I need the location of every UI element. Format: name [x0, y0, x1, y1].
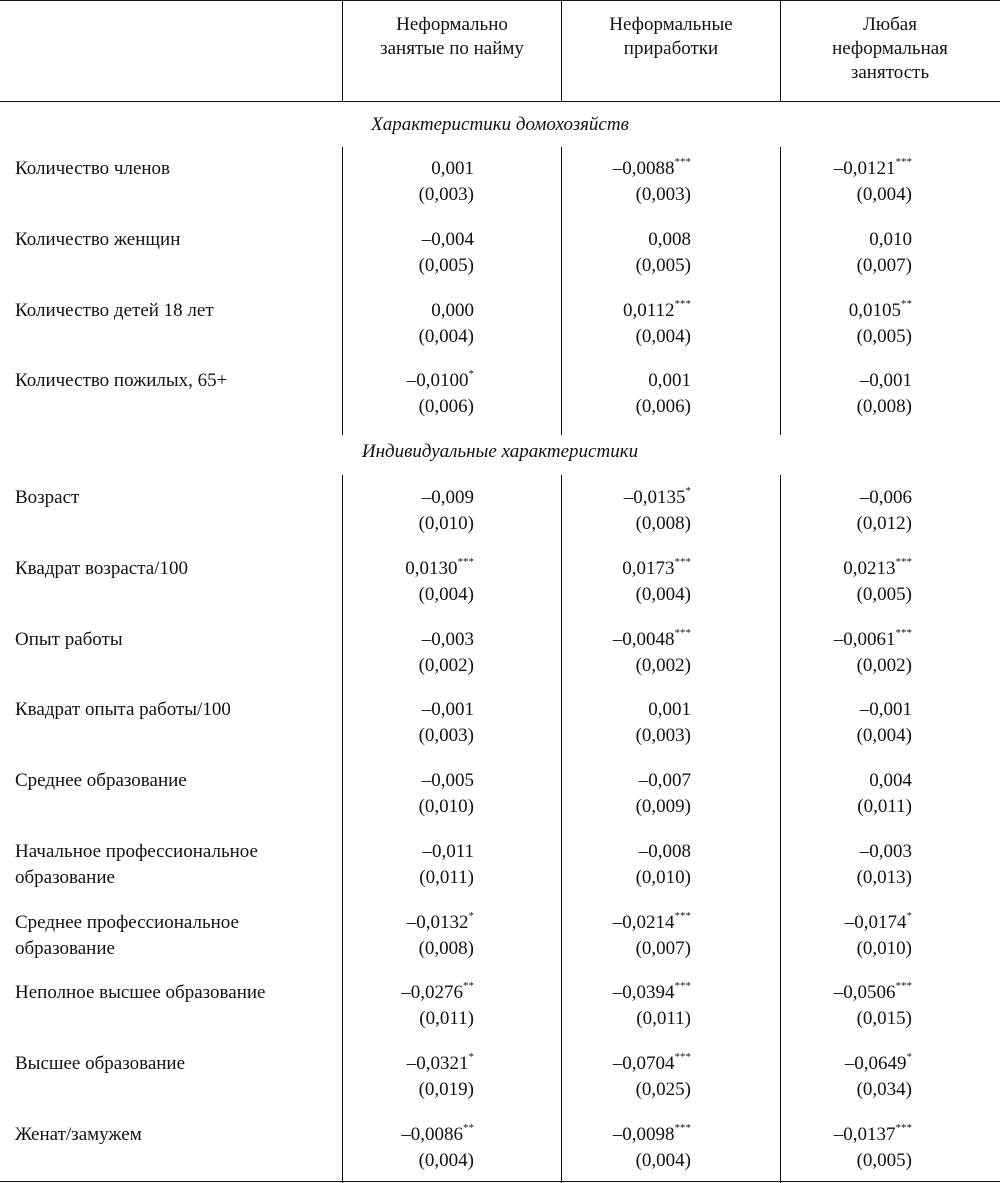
- cell-side-jobs: [622, 556, 691, 608]
- column-divider: [342, 475, 343, 1183]
- cell-side-jobs: [613, 980, 691, 1032]
- cell-any-informal: [857, 368, 912, 420]
- row-label: [15, 1122, 335, 1148]
- standard-error: (0,012): [856, 513, 912, 534]
- row-label: [15, 1051, 335, 1077]
- coefficient: [845, 910, 912, 936]
- coefficient-value: –0,0100: [406, 370, 469, 391]
- coefficient: [613, 1051, 691, 1077]
- coefficient: [636, 368, 691, 394]
- cell-hired-informal: [401, 980, 474, 1032]
- coefficient-value: –0,0137: [833, 1124, 896, 1145]
- row-label-line-1: Возраст: [15, 487, 80, 508]
- row-label-line-1: Среднее профессиональное: [15, 912, 239, 933]
- coefficient-value: –0,0048: [612, 629, 675, 650]
- header-rule: [0, 101, 1000, 102]
- cell-any-informal: [845, 910, 912, 962]
- cell-any-informal: [857, 227, 912, 279]
- cell-side-jobs: [624, 485, 691, 537]
- standard-error: (0,004): [856, 725, 912, 746]
- significance-stars: ***: [895, 980, 912, 992]
- coefficient: [857, 368, 912, 394]
- coefficient: [636, 839, 691, 865]
- coefficient-value: –0,011: [422, 841, 474, 862]
- coefficient-value: –0,003: [859, 841, 912, 862]
- cell-any-informal: [857, 768, 912, 820]
- coefficient: [834, 627, 912, 653]
- row-label-line-1: Высшее образование: [15, 1053, 186, 1074]
- coefficient: [419, 839, 474, 865]
- significance-stars: ***: [674, 1051, 691, 1063]
- coefficient-value: –0,0214: [612, 912, 675, 933]
- coefficient-value: –0,0061: [833, 629, 896, 650]
- significance-stars: ***: [457, 556, 474, 568]
- cell-hired-informal: [419, 227, 474, 279]
- significance-stars: ***: [895, 1122, 912, 1134]
- coefficient-value: 0,008: [648, 229, 691, 250]
- column-header-any-informal: Любая неформальная занятость: [832, 14, 948, 83]
- standard-error: (0,013): [856, 867, 912, 888]
- row-label: [15, 298, 335, 324]
- standard-error: (0,003): [418, 725, 474, 746]
- standard-error: (0,034): [856, 1079, 912, 1100]
- cell-hired-informal: [405, 556, 474, 608]
- significance-stars: ***: [674, 910, 691, 922]
- row-label-line-2: образование: [15, 867, 115, 888]
- cell-any-informal: [834, 1122, 912, 1174]
- standard-error: (0,005): [856, 584, 912, 605]
- coefficient-value: –0,0174: [844, 912, 907, 933]
- column-header-hired-informal: Неформально занятые по найму: [380, 14, 524, 59]
- cell-side-jobs: [613, 910, 691, 962]
- coefficient: [419, 298, 474, 324]
- column-header-side-jobs: Неформальные приработки: [609, 14, 733, 59]
- standard-error: (0,006): [418, 396, 474, 417]
- standard-error: (0,005): [856, 1150, 912, 1171]
- cell-hired-informal: [407, 1051, 474, 1103]
- header-divider: [561, 1, 562, 101]
- row-label: [15, 910, 335, 962]
- cell-any-informal: [834, 156, 912, 208]
- row-label: [15, 485, 335, 511]
- coefficient-value: –0,0276: [401, 982, 463, 1003]
- coefficient-value: 0,0130: [405, 558, 458, 579]
- row-label: [15, 768, 335, 794]
- coefficient: [845, 1051, 912, 1077]
- coefficient: [857, 227, 912, 253]
- row-label: [15, 980, 335, 1006]
- coefficient-value: –0,007: [638, 770, 691, 791]
- coefficient-value: –0,0121: [833, 158, 896, 179]
- standard-error: (0,011): [419, 867, 474, 888]
- standard-error: (0,007): [635, 938, 691, 959]
- section-title-household: Характеристики домохозяйств: [371, 114, 629, 135]
- coefficient: [636, 697, 691, 723]
- standard-error: (0,004): [418, 1150, 474, 1171]
- cell-hired-informal: [407, 910, 474, 962]
- coefficient: [407, 910, 474, 936]
- row-label: [15, 556, 335, 582]
- standard-error: (0,005): [856, 326, 912, 347]
- cell-hired-informal: [419, 768, 474, 820]
- row-label-line-1: Опыт работы: [15, 629, 123, 650]
- section-title-individual: Индивидуальные характеристики: [361, 441, 639, 462]
- coefficient-value: –0,0132: [406, 912, 469, 933]
- cell-any-informal: [857, 485, 912, 537]
- row-label-line-1: Женат/замужем: [15, 1124, 142, 1145]
- significance-stars: ***: [674, 627, 691, 639]
- cell-any-informal: [845, 1051, 912, 1103]
- significance-stars: ***: [674, 1122, 691, 1134]
- standard-error: (0,010): [635, 867, 691, 888]
- cell-any-informal: [849, 298, 912, 350]
- coefficient-value: 0,001: [648, 699, 691, 720]
- standard-error: (0,009): [635, 796, 691, 817]
- standard-error: (0,002): [856, 655, 912, 676]
- standard-error: (0,004): [635, 326, 691, 347]
- cell-hired-informal: [407, 368, 474, 420]
- cell-any-informal: [857, 697, 912, 749]
- coefficient-value: –0,006: [859, 487, 912, 508]
- row-label: [15, 839, 335, 891]
- row-label-line-1: Квадрат опыта работы/100: [15, 699, 231, 720]
- row-label: [15, 156, 335, 182]
- coefficient: [834, 156, 912, 182]
- cell-hired-informal: [401, 1122, 474, 1174]
- coefficient: [613, 1122, 691, 1148]
- coefficient-value: –0,001: [859, 699, 912, 720]
- significance-stars: *: [906, 1051, 912, 1063]
- coefficient-value: –0,004: [421, 229, 474, 250]
- standard-error: (0,003): [418, 184, 474, 205]
- coefficient: [419, 485, 474, 511]
- coefficient-value: 0,010: [869, 229, 912, 250]
- header-divider: [780, 1, 781, 101]
- coefficient: [849, 298, 912, 324]
- row-label-line-1: Начальное профессиональное: [15, 841, 258, 862]
- coefficient-value: 0,0173: [622, 558, 675, 579]
- cell-hired-informal: [419, 298, 474, 350]
- cell-any-informal: [857, 839, 912, 891]
- standard-error: (0,004): [635, 1150, 691, 1171]
- significance-stars: **: [463, 980, 474, 992]
- significance-stars: *: [906, 910, 912, 922]
- cell-hired-informal: [419, 485, 474, 537]
- coefficient: [857, 839, 912, 865]
- significance-stars: *: [685, 485, 691, 497]
- coefficient-value: 0,001: [431, 158, 474, 179]
- cell-any-informal: [834, 980, 912, 1032]
- coefficient: [636, 227, 691, 253]
- significance-stars: *: [468, 368, 474, 380]
- significance-stars: *: [468, 1051, 474, 1063]
- significance-stars: ***: [674, 980, 691, 992]
- coefficient-value: 0,0105: [848, 300, 901, 321]
- cell-hired-informal: [419, 627, 474, 679]
- coefficient: [636, 768, 691, 794]
- coefficient: [613, 980, 691, 1006]
- coefficient: [407, 1051, 474, 1077]
- row-label-line-1: Неполное высшее образование: [15, 982, 266, 1003]
- significance-stars: **: [901, 298, 912, 310]
- coefficient-value: –0,0649: [844, 1053, 907, 1074]
- cell-side-jobs: [636, 697, 691, 749]
- coefficient: [401, 1122, 474, 1148]
- coefficient-value: –0,0098: [612, 1124, 675, 1145]
- coefficient-value: –0,0135: [623, 487, 686, 508]
- standard-error: (0,004): [418, 326, 474, 347]
- standard-error: (0,011): [419, 1008, 474, 1029]
- coefficient: [419, 697, 474, 723]
- standard-error: (0,006): [635, 396, 691, 417]
- column-divider: [780, 147, 781, 435]
- coefficient: [405, 556, 474, 582]
- coefficient-value: –0,0506: [833, 982, 896, 1003]
- cell-any-informal: [834, 627, 912, 679]
- coefficient-value: –0,009: [421, 487, 474, 508]
- standard-error: (0,010): [418, 796, 474, 817]
- coefficient-value: –0,0394: [612, 982, 675, 1003]
- standard-error: (0,005): [418, 255, 474, 276]
- column-divider: [780, 475, 781, 1183]
- coefficient-value: –0,001: [421, 699, 474, 720]
- standard-error: (0,007): [856, 255, 912, 276]
- coefficient: [613, 156, 691, 182]
- row-label: [15, 368, 335, 394]
- significance-stars: ***: [895, 156, 912, 168]
- coefficient: [857, 697, 912, 723]
- coefficient: [857, 485, 912, 511]
- standard-error: (0,003): [635, 725, 691, 746]
- standard-error: (0,025): [635, 1079, 691, 1100]
- column-divider: [561, 475, 562, 1183]
- coefficient-value: –0,001: [859, 370, 912, 391]
- coefficient-value: 0,0213: [843, 558, 896, 579]
- coefficient: [834, 1122, 912, 1148]
- standard-error: (0,008): [635, 513, 691, 534]
- cell-any-informal: [843, 556, 912, 608]
- row-label: [15, 697, 335, 723]
- header-divider: [342, 1, 343, 101]
- cell-side-jobs: [613, 1051, 691, 1103]
- cell-side-jobs: [636, 768, 691, 820]
- row-label: [15, 227, 335, 253]
- coefficient: [843, 556, 912, 582]
- standard-error: (0,010): [856, 938, 912, 959]
- coefficient: [407, 368, 474, 394]
- standard-error: (0,005): [635, 255, 691, 276]
- standard-error: (0,008): [856, 396, 912, 417]
- coefficient-value: –0,005: [421, 770, 474, 791]
- cell-hired-informal: [419, 697, 474, 749]
- coefficient: [857, 768, 912, 794]
- coefficient: [419, 627, 474, 653]
- column-divider: [342, 147, 343, 435]
- row-label-line-1: Количество женщин: [15, 229, 181, 250]
- coefficient: [419, 768, 474, 794]
- coefficient-value: –0,0088: [612, 158, 675, 179]
- coefficient: [419, 156, 474, 182]
- coefficient: [613, 627, 691, 653]
- coefficient: [613, 910, 691, 936]
- standard-error: (0,019): [418, 1079, 474, 1100]
- coefficient-value: –0,0704: [612, 1053, 675, 1074]
- cell-side-jobs: [623, 298, 691, 350]
- coefficient-value: 0,0112: [622, 300, 675, 321]
- row-label-line-1: Количество детей 18 лет: [15, 300, 214, 321]
- row-label: [15, 627, 335, 653]
- row-label-line-1: Среднее образование: [15, 770, 187, 791]
- significance-stars: *: [468, 910, 474, 922]
- standard-error: (0,008): [418, 938, 474, 959]
- row-label-line-2: образование: [15, 938, 115, 959]
- cell-side-jobs: [613, 156, 691, 208]
- significance-stars: ***: [674, 298, 691, 310]
- row-label-line-1: Квадрат возраста/100: [15, 558, 188, 579]
- standard-error: (0,004): [856, 184, 912, 205]
- coefficient-value: 0,004: [869, 770, 912, 791]
- cell-hired-informal: [419, 156, 474, 208]
- cell-hired-informal: [419, 839, 474, 891]
- significance-stars: **: [463, 1122, 474, 1134]
- column-divider: [561, 147, 562, 435]
- row-label-line-1: Количество пожилых, 65+: [15, 370, 228, 391]
- coefficient-value: 0,000: [431, 300, 474, 321]
- coefficient: [623, 298, 691, 324]
- significance-stars: ***: [674, 556, 691, 568]
- cell-side-jobs: [613, 1122, 691, 1174]
- coefficient-value: –0,003: [421, 629, 474, 650]
- significance-stars: ***: [674, 156, 691, 168]
- significance-stars: ***: [895, 556, 912, 568]
- standard-error: (0,004): [418, 584, 474, 605]
- standard-error: (0,015): [856, 1008, 912, 1029]
- coefficient-value: 0,001: [648, 370, 691, 391]
- standard-error: (0,002): [418, 655, 474, 676]
- cell-side-jobs: [636, 227, 691, 279]
- standard-error: (0,003): [635, 184, 691, 205]
- coefficient: [622, 556, 691, 582]
- significance-stars: ***: [895, 627, 912, 639]
- standard-error: (0,004): [635, 584, 691, 605]
- coefficient: [834, 980, 912, 1006]
- coefficient-value: –0,008: [638, 841, 691, 862]
- coefficient: [419, 227, 474, 253]
- standard-error: (0,010): [418, 513, 474, 534]
- coefficient-value: –0,0321: [406, 1053, 469, 1074]
- cell-side-jobs: [613, 627, 691, 679]
- row-label-line-1: Количество членов: [15, 158, 171, 179]
- cell-side-jobs: [636, 368, 691, 420]
- standard-error: (0,011): [857, 796, 912, 817]
- standard-error: (0,002): [635, 655, 691, 676]
- coefficient-value: –0,0086: [401, 1124, 463, 1145]
- cell-side-jobs: [636, 839, 691, 891]
- coefficient: [624, 485, 691, 511]
- coefficient: [401, 980, 474, 1006]
- standard-error: (0,011): [636, 1008, 691, 1029]
